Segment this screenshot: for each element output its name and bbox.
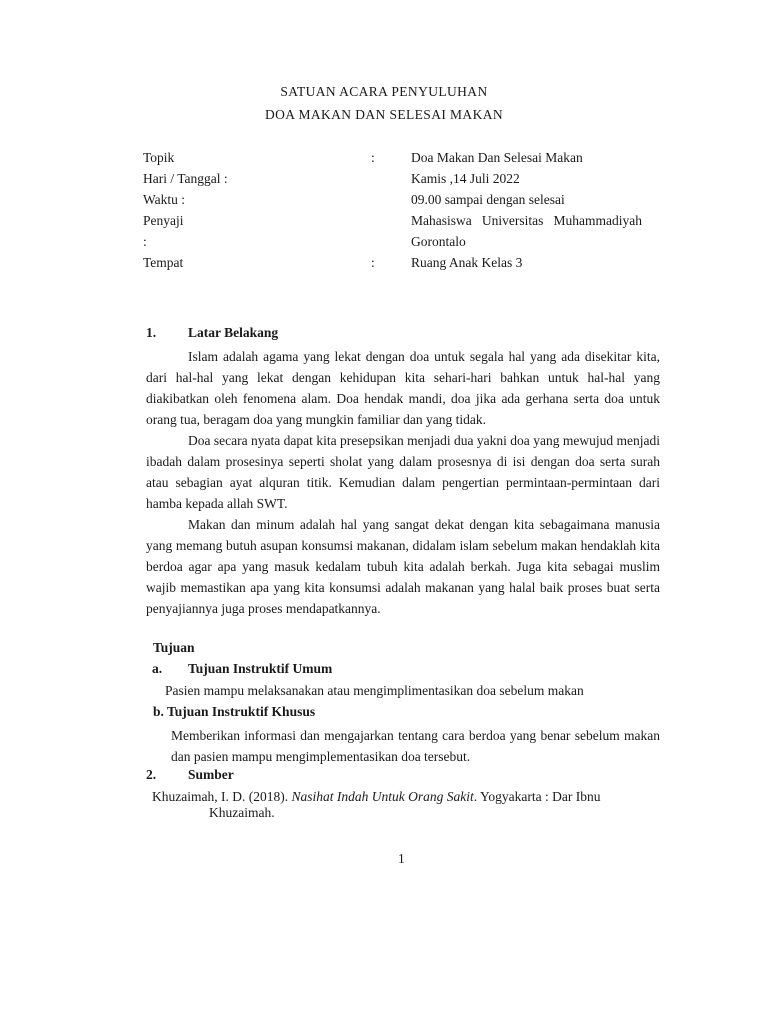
waktu-value: 09.00 sampai dengan selesai <box>411 192 565 207</box>
tujuan-b-text: Memberikan informasi dan mengajarkan tentang cara berdoa yang benar sebelum makan dan pasien mampu mengimplementasikan doa tersebut. <box>171 728 660 764</box>
topik-colon: : <box>371 150 375 165</box>
penyaji-value-line1: Mahasiswa Universitas Muhammadiyah <box>411 213 642 228</box>
waktu-label: Waktu : <box>143 192 186 207</box>
penyaji-value-line2: Gorontalo <box>411 234 466 249</box>
penyaji-colon: : <box>143 234 147 249</box>
reference-entry <box>152 789 660 821</box>
latar-paragraph-1 <box>146 346 660 430</box>
latar-paragraph-3-text: Makan dan minum adalah hal yang sangat dekat dengan kita sebagaimana manusia yang memang butuh asupan konsumsi makanan, didalam islam sebelum makan hendaklah kita berdoa agar apa yang masuk kedalam tubuh kita adalah berkah. Juga kita sebagai muslim wajib memastikan apa yang kita konsumsi adalah makanan yang halal baik proses buat serta penyajiannya juga proses mendapatkannya. <box>146 517 660 616</box>
reference-publisher: . Yogyakarta : Dar Ibnu <box>473 789 601 804</box>
topik-label: Topik <box>143 150 175 165</box>
latar-paragraph-1-text: Islam adalah agama yang lekat dengan doa untuk segala hal yang ada disekitar kita, dari hal-hal yang lekat dengan kehidupan kita sehari-hari bahkan untuk hal-hal yang diakibatkan oleh fenomena alam. Doa hendak mandi, doa jika ada gerhana serta doa untuk orang tua, beragam doa yang mungkin familiar dan yang tidak. <box>146 349 660 427</box>
tanggal-label: Hari / Tanggal : <box>143 171 228 186</box>
tempat-colon: : <box>371 255 375 270</box>
document-title-line1: SATUAN ACARA PENYULUHAN <box>280 84 488 99</box>
section1-number: 1. <box>146 325 157 340</box>
tujuan-b-heading: b. Tujuan Instruktif Khusus <box>153 704 316 719</box>
document-title-line2: DOA MAKAN DAN SELESAI MAKAN <box>264 107 504 122</box>
tujuan-heading: Tujuan <box>153 640 195 655</box>
tujuan-a-marker: a. <box>152 661 163 676</box>
tujuan-a-heading: Tujuan Instruktif Umum <box>188 661 333 676</box>
tujuan-a-text: Pasien mampu melaksanakan atau mengimplimentasikan doa sebelum makan <box>165 683 584 698</box>
section1-heading: Latar Belakang <box>188 325 279 340</box>
reference-title: Nasihat Indah Untuk Orang Sakit <box>291 789 474 804</box>
tempat-label: Tempat <box>143 255 184 270</box>
page-number: 1 <box>398 851 405 866</box>
latar-paragraph-3 <box>146 514 660 619</box>
latar-paragraph-2-text: Doa secara nyata dapat kita presepsikan menjadi dua yakni doa yang mewujud menjadi ibadah dalam prosesinya seperti sholat yang dalam prosesnya di isi dengan doa serta surah atau sebagian ayat alquran titik. Kemudian dalam pengertian permintaan-permintaan dari hamba kepada allah SWT. <box>146 433 660 511</box>
reference-author: Khuzaimah, I. D. (2018). <box>152 789 289 804</box>
reference-publisher-cont: Khuzaimah. <box>209 805 275 820</box>
topik-value: Doa Makan Dan Selesai Makan <box>411 150 583 165</box>
section2-heading: Sumber <box>188 767 234 782</box>
tempat-value: Ruang Anak Kelas 3 <box>411 255 523 270</box>
latar-paragraph-2 <box>146 430 660 514</box>
tanggal-value: Kamis ,14 Juli 2022 <box>411 171 520 186</box>
penyaji-label: Penyaji <box>143 213 184 228</box>
section2-number: 2. <box>146 767 157 782</box>
